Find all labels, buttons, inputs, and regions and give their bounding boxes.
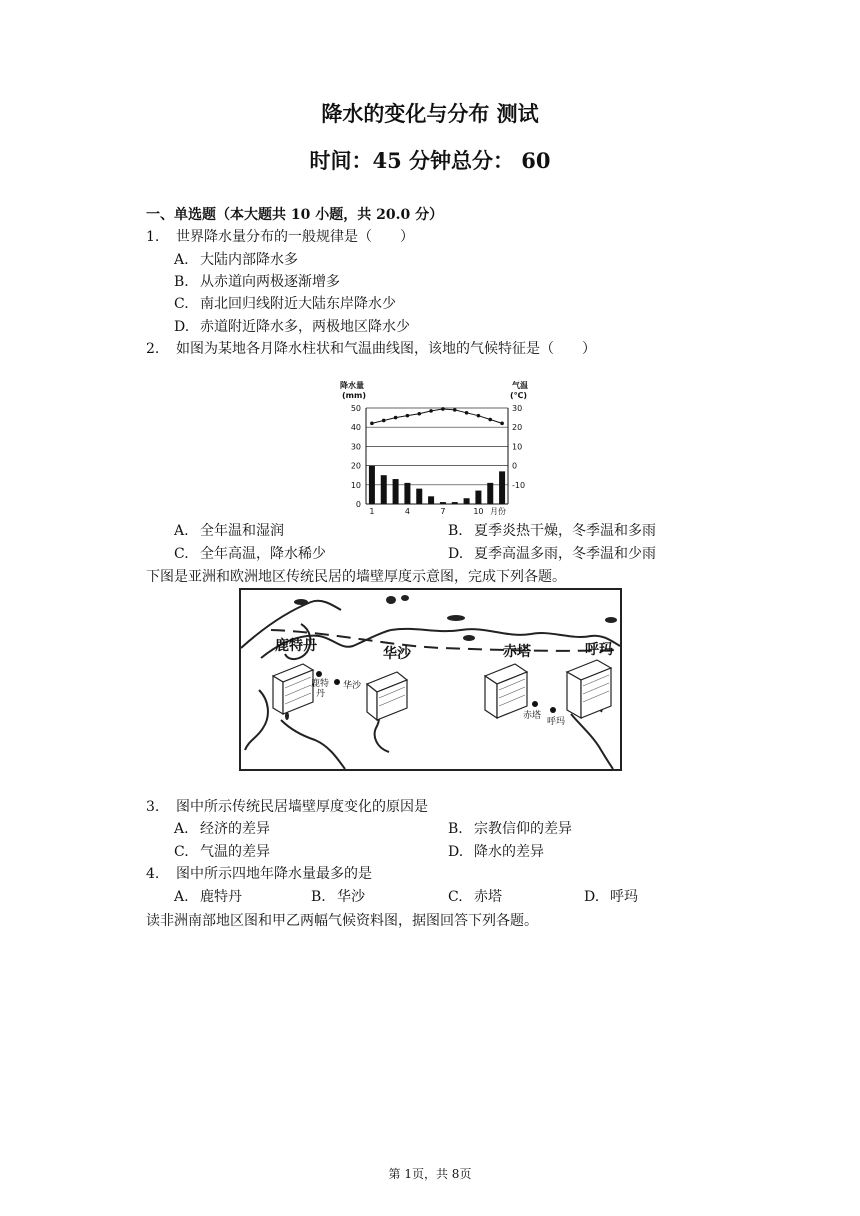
temp-point <box>453 408 457 412</box>
left-tick-label: 50 <box>350 404 361 413</box>
left-tick-label: 0 <box>355 500 361 509</box>
temp-point <box>488 418 492 422</box>
intro-text-3-4: 下图是亚洲和欧洲地区传统民居的墙壁厚度示意图，完成下列各题。 <box>146 569 566 585</box>
q2-option-b[interactable]: B. 夏季炎热干燥，冬季温和多雨 <box>448 523 656 539</box>
temp-point <box>465 411 469 415</box>
q4-option-a[interactable]: A. 鹿特丹 <box>174 889 242 905</box>
temp-point <box>477 414 481 418</box>
wall-huma <box>567 660 611 718</box>
left-axis-title: 降水量 <box>340 381 364 390</box>
wall-thickness-map <box>239 588 622 771</box>
temp-point <box>500 422 504 426</box>
map-drawing <box>241 590 620 769</box>
label-chita-small: 赤塔 <box>523 711 542 721</box>
wall-chita <box>485 664 527 718</box>
right-tick-label: -10 <box>512 480 526 490</box>
temp-point <box>382 419 386 423</box>
precip-bar <box>369 466 375 504</box>
precip-bar <box>475 491 481 504</box>
x-unit-label: 月份 <box>490 507 506 516</box>
precip-bar <box>440 502 446 504</box>
q2-option-d[interactable]: D. 夏季高温多雨，冬季温和少雨 <box>448 546 656 562</box>
section-heading: 一、单选题（本大题共 10 小题，共 20.0 分） <box>146 207 444 223</box>
x-tick-label: 1 <box>369 507 375 516</box>
right-tick-label: 0 <box>512 461 518 471</box>
coastline-east-asia <box>571 714 613 769</box>
label-rotterdam-small-1: 鹿特 <box>311 679 330 689</box>
label-warsaw-small: 华沙 <box>343 681 362 691</box>
right-tick-label: 20 <box>512 423 523 433</box>
left-tick-label: 20 <box>350 461 361 471</box>
question-stem: 图中所示四地年降水量最多的是 <box>176 866 372 882</box>
right-tick-label: 30 <box>512 404 523 413</box>
left-tick-label: 40 <box>350 423 361 433</box>
q1-option-c[interactable]: C. 南北回归线附近大陆东岸降水少 <box>174 296 396 312</box>
right-axis-unit: (℃) <box>510 391 527 400</box>
wall-warsaw <box>367 672 407 720</box>
q1-option-b[interactable]: B. 从赤道向两极逐渐增多 <box>174 274 340 290</box>
q3-option-c[interactable]: C. 气温的差异 <box>174 844 270 860</box>
question-stem: 图中所示传统民居墙壁厚度变化的原因是 <box>176 799 428 815</box>
label-rotterdam-large: 鹿特丹 <box>275 638 317 654</box>
precip-bar <box>381 475 387 504</box>
temp-point <box>394 416 398 420</box>
q3-option-a[interactable]: A. 经济的差异 <box>174 821 270 837</box>
question-4 <box>146 863 372 883</box>
precip-bar <box>499 471 505 504</box>
label-warsaw-large: 华沙 <box>383 646 411 662</box>
precip-bar <box>416 489 422 504</box>
label-huma-small: 呼玛 <box>547 717 566 727</box>
right-axis-title: 气温 <box>512 381 528 390</box>
page-title: 降水的变化与分布 测试 <box>321 101 539 126</box>
latitude-dashed-line <box>271 630 620 651</box>
question-number: 4. <box>146 866 160 882</box>
wall-rotterdam <box>273 664 313 714</box>
q3-option-d[interactable]: D. 降水的差异 <box>448 844 544 860</box>
left-tick-label: 10 <box>350 480 361 490</box>
temp-point <box>370 422 374 426</box>
question-number: 1. <box>146 229 160 245</box>
temp-point <box>441 407 445 411</box>
brick-pattern <box>285 675 609 706</box>
intro-text-next: 读非洲南部地区图和甲乙两幅气候资料图，据图回答下列各题。 <box>146 913 538 929</box>
question-stem: 如图为某地各月降水柱状和气温曲线图，该地的气候特征是（ ） <box>176 341 596 357</box>
question-3 <box>146 796 428 816</box>
precip-bar <box>464 498 470 504</box>
x-tick-label: 4 <box>404 507 410 516</box>
question-2 <box>146 338 596 358</box>
coastline-mediterranean <box>281 720 345 769</box>
question-number: 3. <box>146 799 160 815</box>
temp-line <box>372 409 502 423</box>
label-rotterdam-small-2: 丹 <box>316 689 326 699</box>
precip-bar <box>428 496 434 504</box>
x-tick-label: 10 <box>473 507 484 516</box>
precip-bar <box>452 502 458 504</box>
q4-option-b[interactable]: B. 华沙 <box>311 889 365 905</box>
q2-option-a[interactable]: A. 全年温和湿润 <box>174 523 284 539</box>
page-footer: 第 1页，共 8页 <box>388 1167 472 1181</box>
left-tick-label: 30 <box>350 442 361 452</box>
page-subtitle: 时间：45 分钟总分： 60 <box>309 148 551 173</box>
label-chita-large: 赤塔 <box>503 644 531 660</box>
precip-bar <box>404 483 410 504</box>
q2-option-c[interactable]: C. 全年高温，降水稀少 <box>174 546 326 562</box>
precip-bar <box>393 479 399 504</box>
x-tick-label: 7 <box>440 507 446 516</box>
question-stem: 世界降水量分布的一般规律是（ ） <box>176 229 414 245</box>
label-huma-large: 呼玛 <box>585 642 613 658</box>
q3-option-b[interactable]: B. 宗教信仰的差异 <box>448 821 572 837</box>
q4-option-c[interactable]: C. 赤塔 <box>448 889 502 905</box>
q4-option-d[interactable]: D. 呼玛 <box>584 889 638 905</box>
temp-point <box>429 409 433 413</box>
right-tick-label: 10 <box>512 442 523 452</box>
q1-option-a[interactable]: A. 大陆内部降水多 <box>174 252 298 268</box>
question-1 <box>146 226 414 246</box>
temp-point <box>417 412 421 416</box>
q1-option-d[interactable]: D. 赤道附近降水多，两极地区降水少 <box>174 319 410 335</box>
climate-chart <box>322 378 542 520</box>
temp-point <box>406 414 410 418</box>
coastline-iberia <box>245 690 268 750</box>
question-number: 2. <box>146 341 160 357</box>
precip-bar <box>487 483 493 504</box>
left-axis-unit: (mm) <box>342 391 366 400</box>
